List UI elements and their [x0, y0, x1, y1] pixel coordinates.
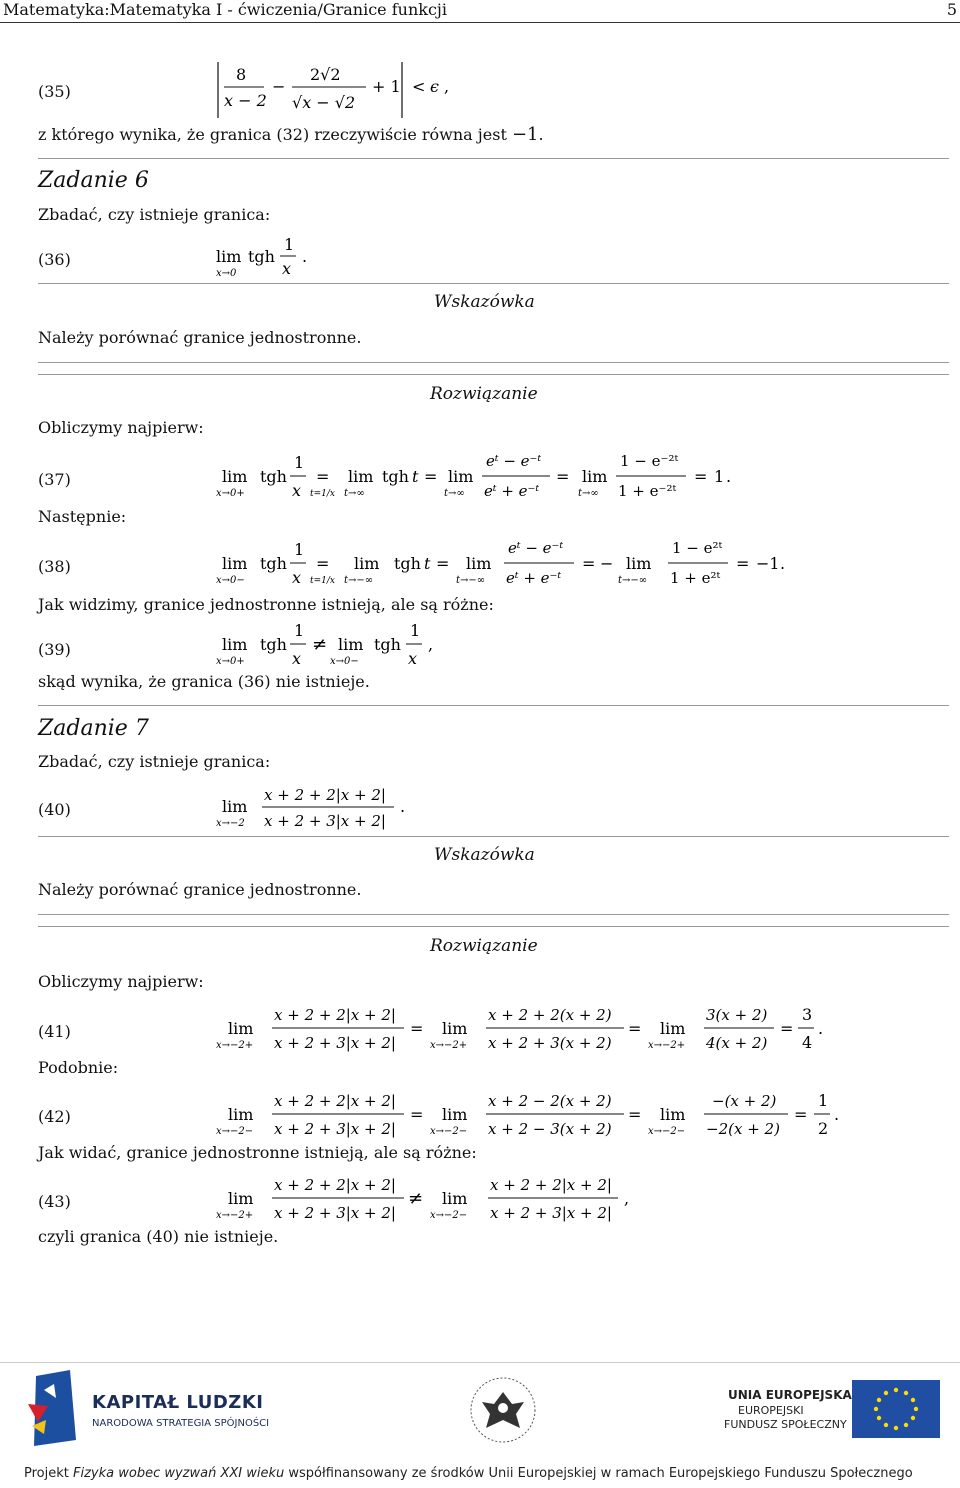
equation-number-36: (36) — [38, 250, 71, 269]
formula-39 — [214, 618, 444, 678]
svg-text:1: 1 — [410, 621, 421, 640]
svg-text:,: , — [428, 635, 434, 654]
page-header-title: Matematyka:Matematyka I - ćwiczenia/Granice funkcji — [3, 0, 447, 19]
svg-text:x + 2 + 3(x + 2): x + 2 + 3(x + 2) — [488, 1034, 612, 1052]
svg-text:x: x — [282, 259, 292, 278]
hint-6-text: Należy porównać granice jednostronne. — [38, 328, 362, 347]
kapital-ludzki-title: KAPITAŁ LUDZKI — [92, 1392, 264, 1413]
formula-41 — [214, 998, 834, 1062]
svg-text:=: = — [694, 467, 708, 486]
svg-text:t→∞: t→∞ — [344, 488, 365, 499]
project-suffix: współfinansowany ze środków Unii Europejskiej w ramach Europejskiego Funduszu Społecznego — [284, 1466, 913, 1481]
svg-text:tgh: tgh — [260, 554, 287, 573]
svg-text:tgh: tgh — [382, 467, 409, 486]
equation-number-40: (40) — [38, 800, 71, 819]
svg-text:t: t — [424, 554, 431, 573]
exercise-6-heading: Zadanie 6 — [38, 168, 149, 193]
efs-label-line1: EUROPEJSKI — [738, 1404, 804, 1417]
svg-text:1 − e⁻²ᵗ: 1 − e⁻²ᵗ — [620, 452, 679, 470]
svg-text:x + 2 + 2|x + 2|: x + 2 + 2|x + 2| — [274, 1092, 396, 1110]
solution-7-divider — [38, 926, 949, 927]
conclusion-period: . — [538, 125, 544, 144]
svg-text:lim: lim — [442, 1019, 468, 1038]
svg-text:lim: lim — [348, 467, 374, 486]
svg-text:,: , — [444, 77, 450, 96]
svg-text:.: . — [818, 1019, 824, 1038]
hint-7-toggle[interactable]: Wskazówka — [434, 845, 535, 865]
formula-37 — [214, 446, 754, 512]
svg-text:x + 2 + 2|x + 2|: x + 2 + 2|x + 2| — [274, 1176, 396, 1194]
svg-text:lim: lim — [442, 1189, 468, 1208]
svg-text:=: = — [410, 1019, 424, 1038]
svg-text:√x − √2: √x − √2 — [292, 93, 356, 112]
svg-text:=: = — [780, 1019, 794, 1038]
svg-text:.: . — [400, 797, 406, 816]
svg-text:lim: lim — [228, 1189, 254, 1208]
svg-text:x→−2+: x→−2+ — [216, 1040, 254, 1051]
solution-7-next: Podobnie: — [38, 1058, 119, 1077]
section-divider-7 — [38, 705, 949, 706]
exercise-7-heading: Zadanie 7 — [38, 716, 149, 741]
svg-text:=: = — [436, 554, 450, 573]
svg-text:lim: lim — [466, 554, 492, 573]
efs-label-line2: FUNDUSZ SPOŁECZNY — [724, 1418, 847, 1431]
svg-text:t→∞: t→∞ — [578, 488, 599, 499]
svg-text:eᵗ − e⁻ᵗ: eᵗ − e⁻ᵗ — [508, 539, 564, 557]
kapital-ludzki-logo — [24, 1370, 84, 1448]
svg-text:=: = — [424, 467, 438, 486]
svg-text:2√2: 2√2 — [310, 65, 341, 84]
svg-text:lim: lim — [222, 797, 248, 816]
svg-text:lim: lim — [582, 467, 608, 486]
svg-text:2: 2 — [818, 1119, 829, 1138]
svg-text:x→−2−: x→−2− — [648, 1126, 686, 1137]
svg-text:t=1/x: t=1/x — [310, 489, 335, 499]
svg-text:lim: lim — [222, 467, 248, 486]
svg-text:4: 4 — [802, 1033, 813, 1052]
kapital-ludzki-subtitle: NARODOWA STRATEGIA SPÓJNOŚCI — [92, 1418, 270, 1429]
svg-text:x→−2−: x→−2− — [216, 1126, 254, 1137]
solution-6-first: Obliczymy najpierw: — [38, 418, 204, 437]
svg-text:eᵗ − e⁻ᵗ: eᵗ − e⁻ᵗ — [486, 452, 542, 470]
svg-text:lim: lim — [354, 554, 380, 573]
svg-text:t: t — [412, 467, 419, 486]
svg-text:x: x — [292, 481, 302, 500]
svg-text:t→−∞: t→−∞ — [344, 575, 374, 586]
svg-text:≠: ≠ — [408, 1188, 424, 1209]
svg-text:x→−2−: x→−2− — [430, 1210, 468, 1221]
eu-flag — [852, 1380, 940, 1438]
svg-text:x→−2+: x→−2+ — [216, 1210, 254, 1221]
svg-text:=: = — [628, 1105, 642, 1124]
svg-text:1: 1 — [294, 453, 305, 472]
svg-text:x + 2 + 2|x + 2|: x + 2 + 2|x + 2| — [490, 1176, 612, 1194]
svg-text:x + 2 + 3|x + 2|: x + 2 + 3|x + 2| — [490, 1204, 612, 1222]
svg-text:−2(x + 2): −2(x + 2) — [706, 1120, 780, 1138]
solution-6-toggle[interactable]: Rozwiązanie — [430, 384, 538, 404]
svg-text:=: = — [794, 1105, 808, 1124]
svg-text:lim: lim — [222, 635, 248, 654]
svg-text:lim: lim — [626, 554, 652, 573]
hint-6-divider — [38, 283, 949, 284]
hint-7-divider — [38, 836, 949, 837]
svg-text:−(x + 2): −(x + 2) — [712, 1092, 777, 1110]
eu-label: UNIA EUROPEJSKA — [728, 1388, 852, 1402]
svg-text:lim: lim — [442, 1105, 468, 1124]
svg-text:ϵ: ϵ — [430, 77, 439, 96]
svg-text:tgh: tgh — [374, 635, 401, 654]
svg-text:1 − e²ᵗ: 1 − e²ᵗ — [672, 539, 723, 557]
svg-text:t→−∞: t→−∞ — [618, 575, 648, 586]
svg-text:.: . — [780, 554, 786, 573]
svg-text:x: x — [292, 649, 302, 668]
svg-text:eᵗ + e⁻ᵗ: eᵗ + e⁻ᵗ — [506, 569, 562, 587]
page-header — [0, 0, 960, 23]
svg-text:+ 1: + 1 — [372, 77, 401, 96]
solution-7-toggle[interactable]: Rozwiązanie — [430, 936, 538, 956]
svg-text:lim: lim — [660, 1105, 686, 1124]
formula-36 — [214, 232, 324, 286]
svg-text:x − 2: x − 2 — [224, 91, 267, 110]
exercise-6-intro: Zbadać, czy istnieje granica: — [38, 205, 271, 224]
hint-6-end-divider — [38, 362, 949, 363]
formula-35 — [214, 60, 464, 124]
svg-text:−1: −1 — [756, 554, 780, 573]
svg-text:x + 2 + 2|x + 2|: x + 2 + 2|x + 2| — [264, 786, 386, 804]
svg-text:x + 2 + 3|x + 2|: x + 2 + 3|x + 2| — [274, 1120, 396, 1138]
svg-text:lim: lim — [228, 1105, 254, 1124]
svg-text:x→0+: x→0+ — [216, 488, 245, 499]
paragraph-conclusion-32 — [38, 124, 544, 145]
solution-6-next: Następnie: — [38, 507, 127, 526]
equation-number-37: (37) — [38, 470, 71, 489]
equation-number-38: (38) — [38, 557, 71, 576]
solution-6-divider — [38, 374, 949, 375]
svg-text:lim: lim — [216, 247, 242, 266]
svg-text:1: 1 — [294, 540, 305, 559]
svg-text:−: − — [272, 77, 286, 96]
svg-text:1 + e⁻²ᵗ: 1 + e⁻²ᵗ — [618, 482, 677, 500]
svg-text:≠: ≠ — [312, 634, 328, 655]
solution-7-differ: Jak widać, granice jednostronne istnieją, ale są różne: — [38, 1143, 477, 1162]
formula-42 — [214, 1084, 844, 1148]
svg-text:x + 2 + 3|x + 2|: x + 2 + 3|x + 2| — [274, 1034, 396, 1052]
svg-text:.: . — [834, 1105, 840, 1124]
hint-7-end-divider — [38, 914, 949, 915]
hint-6-toggle[interactable]: Wskazówka — [434, 292, 535, 312]
svg-text:3: 3 — [802, 1005, 813, 1024]
svg-text:=: = — [316, 554, 330, 573]
equation-number-35: (35) — [38, 82, 71, 101]
project-footer-text — [24, 1466, 913, 1481]
svg-text:=: = — [410, 1105, 424, 1124]
solution-7-conclusion: czyli granica (40) nie istnieje. — [38, 1227, 279, 1246]
svg-text:lim: lim — [338, 635, 364, 654]
svg-text:x→−2+: x→−2+ — [648, 1040, 686, 1051]
svg-text:.: . — [302, 247, 308, 266]
svg-text:tgh: tgh — [248, 247, 275, 266]
svg-text:x→−2−: x→−2− — [430, 1126, 468, 1137]
svg-text:x→−2: x→−2 — [216, 818, 245, 829]
svg-text:x + 2 + 2|x + 2|: x + 2 + 2|x + 2| — [274, 1006, 396, 1024]
conclusion-value: −1 — [511, 124, 539, 145]
svg-text:4(x + 2): 4(x + 2) — [706, 1034, 768, 1052]
project-name: Fizyka wobec wyzwań XXI wieku — [73, 1466, 285, 1481]
solution-6-conclusion: skąd wynika, że granica (36) nie istnieje. — [38, 672, 370, 691]
svg-text:lim: lim — [228, 1019, 254, 1038]
svg-text:,: , — [624, 1189, 630, 1208]
svg-text:3(x + 2): 3(x + 2) — [706, 1006, 768, 1024]
svg-text:x: x — [292, 568, 302, 587]
svg-text:x + 2 + 3|x + 2|: x + 2 + 3|x + 2| — [274, 1204, 396, 1222]
svg-text:x + 2 + 2(x + 2): x + 2 + 2(x + 2) — [488, 1006, 612, 1024]
svg-text:=: = — [582, 554, 596, 573]
conclusion-text: z którego wynika, że granica (32) rzeczywiście równa jest — [38, 125, 507, 144]
svg-text:t→∞: t→∞ — [444, 488, 465, 499]
svg-text:lim: lim — [448, 467, 474, 486]
svg-text:x→0+: x→0+ — [216, 656, 245, 667]
formula-40 — [214, 780, 424, 840]
svg-text:lim: lim — [222, 554, 248, 573]
solution-7-first: Obliczymy najpierw: — [38, 972, 204, 991]
svg-text:1 + e²ᵗ: 1 + e²ᵗ — [670, 569, 721, 587]
svg-text:x + 2 − 2(x + 2): x + 2 − 2(x + 2) — [488, 1092, 612, 1110]
formula-43 — [214, 1170, 654, 1232]
equation-number-41: (41) — [38, 1022, 71, 1041]
svg-text:x: x — [408, 649, 418, 668]
svg-text:eᵗ + e⁻ᵗ: eᵗ + e⁻ᵗ — [484, 482, 540, 500]
svg-text:=: = — [556, 467, 570, 486]
svg-text:1: 1 — [294, 621, 305, 640]
svg-text:=: = — [736, 554, 750, 573]
svg-text:lim: lim — [660, 1019, 686, 1038]
svg-text:x→0−: x→0− — [330, 656, 359, 667]
svg-text:1: 1 — [818, 1091, 829, 1110]
svg-text:tgh: tgh — [394, 554, 421, 573]
svg-text:t→−∞: t→−∞ — [456, 575, 486, 586]
svg-text:t=1/x: t=1/x — [310, 576, 335, 586]
svg-text:8: 8 — [236, 65, 247, 84]
equation-number-39: (39) — [38, 640, 71, 659]
svg-text:.: . — [726, 467, 732, 486]
svg-text:x→0: x→0 — [216, 268, 237, 279]
svg-text:<: < — [412, 77, 426, 96]
page-number: 5 — [946, 0, 957, 19]
equation-number-43: (43) — [38, 1192, 71, 1211]
svg-text:=: = — [628, 1019, 642, 1038]
svg-text:1: 1 — [714, 467, 725, 486]
equation-number-42: (42) — [38, 1107, 71, 1126]
section-divider — [38, 158, 949, 159]
svg-text:tgh: tgh — [260, 467, 287, 486]
university-seal — [468, 1374, 538, 1446]
solution-6-differ: Jak widzimy, granice jednostronne istnieją, ale są różne: — [38, 595, 494, 614]
svg-text:1: 1 — [284, 235, 295, 254]
svg-text:x + 2 + 3|x + 2|: x + 2 + 3|x + 2| — [264, 812, 386, 830]
svg-text:−: − — [600, 554, 614, 573]
exercise-7-intro: Zbadać, czy istnieje granica: — [38, 752, 271, 771]
project-prefix: Projekt — [24, 1466, 73, 1481]
svg-text:=: = — [316, 467, 330, 486]
hint-7-text: Należy porównać granice jednostronne. — [38, 880, 362, 899]
svg-text:tgh: tgh — [260, 635, 287, 654]
svg-text:x→−2+: x→−2+ — [430, 1040, 468, 1051]
svg-text:x + 2 − 3(x + 2): x + 2 − 3(x + 2) — [488, 1120, 612, 1138]
svg-text:x→0−: x→0− — [216, 575, 245, 586]
formula-38 — [214, 533, 804, 599]
